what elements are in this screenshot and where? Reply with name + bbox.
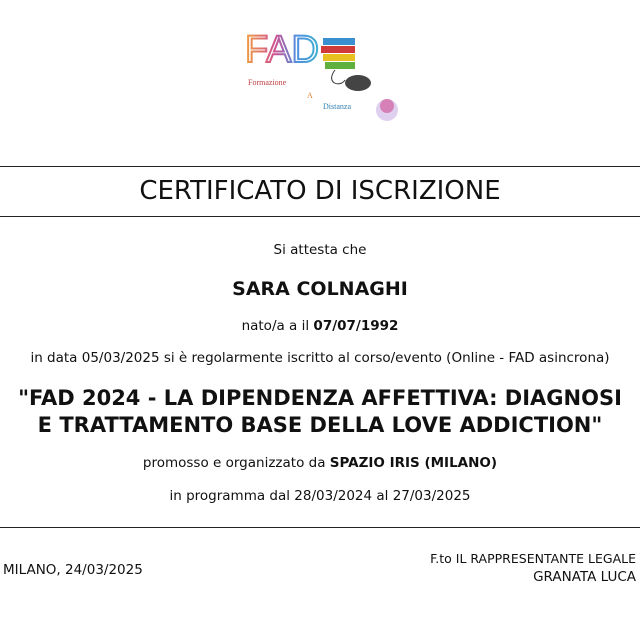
svg-text:A: A: [307, 91, 313, 100]
organizer-name: SPAZIO IRIS (MILANO): [329, 455, 498, 471]
organizer-prefix: promosso e organizzato da: [142, 455, 330, 471]
signature-label: F.to IL RAPPRESENTANTE LEGALE: [430, 551, 636, 566]
title-divider: [0, 216, 640, 217]
participant-name: SARA COLNAGHI: [232, 278, 408, 300]
attesta-text: Si attesta che: [273, 242, 367, 258]
signatory-name: GRANATA LUCA: [533, 569, 636, 585]
course-title-line1: "FAD 2024 - LA DIPENDENZA AFFETTIVA: DIAGNOSI: [18, 386, 622, 410]
svg-text:Distanza: Distanza: [323, 102, 351, 111]
logo: [245, 28, 410, 128]
birth-date: 07/07/1992: [313, 318, 399, 334]
logo-fad-text: FAD: [245, 29, 319, 71]
birth-prefix: nato/a a il: [241, 318, 314, 334]
logo-graphic: [245, 28, 410, 128]
enrollment-text: in data 05/03/2025 si è regolarmente iscritto al corso/evento (Online - FAD asincrona): [30, 350, 610, 366]
course-title-line2: E TRATTAMENTO BASE DELLA LOVE ADDICTION": [37, 413, 603, 437]
birth-info: [0, 318, 640, 334]
signature-block: [430, 550, 636, 586]
organizer-info: [0, 455, 640, 471]
schedule-text: in programma dal 28/03/2024 al 27/03/2025: [169, 488, 471, 504]
bottom-divider: [0, 527, 640, 528]
course-title: [0, 385, 640, 439]
place-date: MILANO, 24/03/2025: [3, 562, 143, 578]
svg-text:Formazione: Formazione: [248, 78, 287, 87]
top-divider: [0, 166, 640, 167]
certificate-title: CERTIFICATO DI ISCRIZIONE: [139, 176, 501, 206]
